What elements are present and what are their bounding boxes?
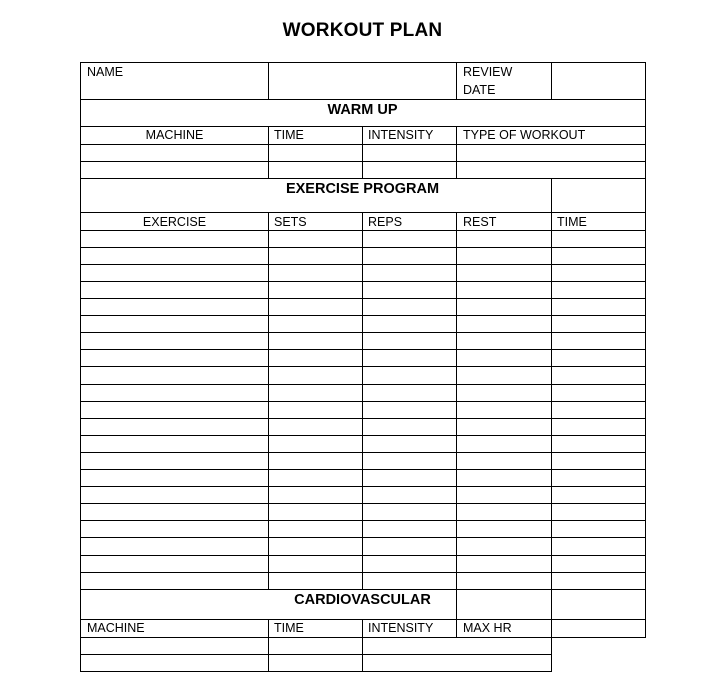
grid-line <box>80 486 646 487</box>
exercise-col-time: TIME <box>557 215 587 229</box>
exercise-col-reps: REPS <box>368 215 403 229</box>
grid-line <box>362 126 363 179</box>
grid-line <box>456 62 457 100</box>
grid-line <box>80 572 646 573</box>
grid-line <box>551 619 552 672</box>
cardio-col-max-hr: MAX HR <box>463 621 512 635</box>
grid-line <box>80 671 552 672</box>
name-label: NAME <box>87 65 124 79</box>
grid-line <box>645 62 646 638</box>
warm-up-col-machine: MACHINE <box>145 128 204 142</box>
cardiovascular-heading: CARDIOVASCULAR <box>294 592 431 608</box>
grid-line <box>80 264 646 265</box>
warm-up-col-intensity: INTENSITY <box>368 128 434 142</box>
exercise-col-exercise: EXERCISE <box>142 215 207 229</box>
grid-line <box>362 619 363 672</box>
grid-line <box>80 315 646 316</box>
grid-line <box>80 401 646 402</box>
review-label-line1: REVIEW <box>463 65 513 79</box>
grid-line <box>456 126 457 179</box>
exercise-col-sets: SETS <box>274 215 307 229</box>
grid-line <box>80 178 646 179</box>
exercise-program-heading: EXERCISE PROGRAM <box>285 181 440 197</box>
grid-line <box>80 589 646 590</box>
grid-line <box>80 126 646 127</box>
grid-line <box>80 298 646 299</box>
grid-line <box>80 62 81 672</box>
grid-line <box>80 469 646 470</box>
grid-line <box>80 99 646 100</box>
cardio-col-intensity: INTENSITY <box>368 621 434 635</box>
exercise-col-rest: REST <box>463 215 497 229</box>
grid-line <box>80 384 646 385</box>
grid-line <box>80 349 646 350</box>
grid-line <box>551 178 552 213</box>
warm-up-heading: WARM UP <box>327 102 398 118</box>
grid-line <box>80 281 646 282</box>
grid-line <box>551 62 552 100</box>
grid-line <box>268 619 269 672</box>
cardio-col-machine: MACHINE <box>87 621 145 635</box>
grid-line <box>80 654 552 655</box>
grid-line <box>80 435 646 436</box>
review-label-line2: DATE <box>463 83 496 97</box>
grid-line <box>551 589 552 620</box>
cardio-col-time: TIME <box>274 621 304 635</box>
warm-up-col-type-of-workout: TYPE OF WORKOUT <box>463 128 586 142</box>
grid-line <box>80 366 646 367</box>
grid-line <box>80 418 646 419</box>
grid-line <box>80 520 646 521</box>
grid-line <box>80 62 646 63</box>
grid-line <box>80 332 646 333</box>
grid-line <box>80 212 646 213</box>
grid-line <box>80 619 646 620</box>
grid-line <box>80 537 646 538</box>
grid-line <box>80 144 646 145</box>
grid-line <box>268 62 269 100</box>
grid-line <box>80 637 646 638</box>
grid-line <box>80 161 646 162</box>
grid-line <box>80 247 646 248</box>
grid-line <box>456 619 457 638</box>
grid-line <box>80 452 646 453</box>
warm-up-col-time: TIME <box>274 128 304 142</box>
grid-line <box>456 589 457 620</box>
grid-line <box>268 126 269 179</box>
page-title: WORKOUT PLAN <box>282 20 443 41</box>
grid-line <box>80 230 646 231</box>
grid-line <box>80 503 646 504</box>
grid-line <box>80 555 646 556</box>
